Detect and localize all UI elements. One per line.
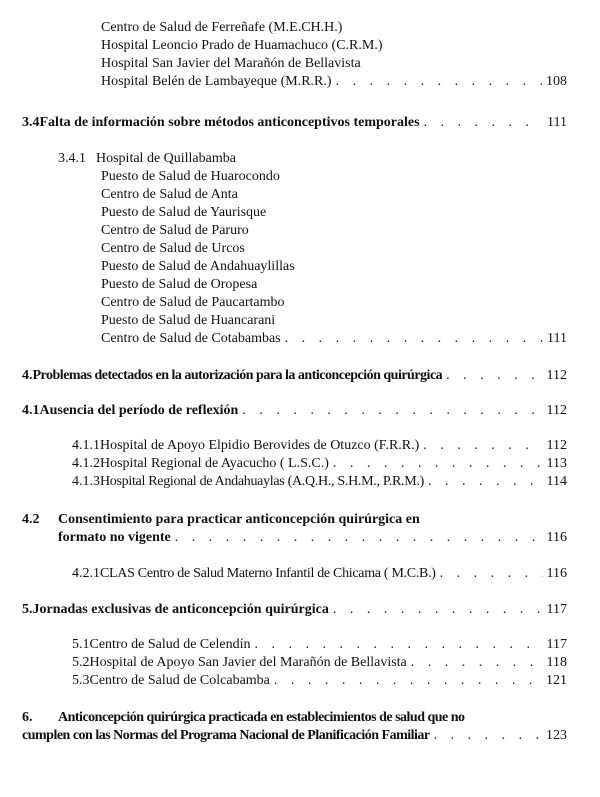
section-number: 4.2: [22, 512, 40, 527]
page-number: 112: [546, 368, 567, 383]
toc-section-6: [22, 709, 465, 727]
dot-leader: [446, 367, 542, 385]
toc-section-5: [22, 601, 567, 619]
section-title: cumplen con las Normas del Programa Nacional de Planificación Familiar: [22, 728, 430, 743]
dot-leader: [254, 636, 542, 654]
page-number: 113: [546, 456, 567, 471]
section-title: Centro de Salud de Celendín: [89, 637, 251, 652]
section-title: Hospital de Apoyo San Javier del Marañón de Bellavista: [89, 655, 407, 670]
section-number: 3.4: [22, 115, 40, 130]
toc-subsection-3-4-1: [58, 150, 236, 168]
toc-section-6-cont: [22, 727, 567, 745]
section-number: 4.1.2: [72, 456, 100, 471]
page-number: 112: [546, 438, 567, 453]
toc-subentry: Puesto de Salud de Huarocondo: [101, 169, 280, 184]
section-title: Ausencia del período de reflexión: [39, 403, 239, 418]
toc-section-4-1: [22, 402, 567, 420]
page-number: 108: [546, 74, 567, 89]
dot-leader: [175, 529, 543, 547]
toc-subentry: Hospital San Javier del Marañón de Bellavista: [101, 56, 361, 71]
page-number: 111: [547, 115, 567, 130]
section-number: 3.4.1: [58, 151, 86, 166]
toc-subentry: Centro de Salud de Anta: [101, 187, 238, 202]
page-number: 121: [546, 673, 567, 688]
toc-section-4: [22, 367, 567, 385]
page-number: 116: [546, 530, 567, 545]
toc-subsection-4-2-1: [72, 565, 567, 583]
toc-subsection-4-1-1: [72, 437, 567, 455]
page-number: 123: [546, 728, 567, 743]
section-number: 4.1: [22, 403, 40, 418]
section-title: Hospital Regional de Andahuaylas (A.Q.H., S.H.M., P.R.M.): [100, 474, 424, 489]
toc-section-4-2-cont: [58, 529, 567, 547]
toc-subentry: Centro de Salud de Ferreñafe (M.E.CH.H.): [101, 20, 343, 35]
toc-subsection-5-3: [72, 672, 567, 690]
toc-subsection-5-2: [72, 654, 567, 672]
toc-subentry: Hospital Belén de Lambayeque (M.R.R.) . . . 108: [101, 73, 567, 91]
page-number: 111: [547, 331, 567, 346]
page-number: 118: [546, 655, 567, 670]
toc-subentry: Centro de Salud de Urcos: [101, 241, 245, 256]
dot-leader: [336, 73, 542, 91]
dot-leader: [423, 437, 542, 455]
toc-subsection-5-1: [72, 636, 567, 654]
dot-leader: [424, 114, 544, 132]
section-number: 4.2.1: [72, 566, 100, 581]
section-number: 5.1: [72, 637, 90, 652]
section-title: CLAS Centro de Salud Materno Infantil de Chicama ( M.C.B.): [100, 566, 436, 581]
page-number: 117: [546, 602, 567, 617]
dot-leader: [434, 727, 542, 745]
page-number: 116: [546, 566, 567, 581]
toc-section-4-2: [22, 511, 420, 529]
section-title: Jornadas exclusivas de anticoncepción quirúrgica: [32, 602, 329, 617]
toc-subentry: Hospital Leoncio Prado de Huamachuco (C.R.M.): [101, 38, 383, 53]
section-title: Centro de Salud de Colcabamba: [89, 673, 270, 688]
dot-leader: [242, 402, 542, 420]
page-number: 114: [546, 474, 567, 489]
toc-subentry: Centro de Salud de Cotabambas . . . 111: [101, 330, 567, 348]
dot-leader: [285, 330, 543, 348]
section-title: Hospital de Apoyo Elpidio Berovides de Otuzco (F.R.R.): [100, 438, 420, 453]
toc-subsection-4-1-3: [72, 473, 567, 491]
section-title: formato no vigente: [58, 530, 171, 545]
page-number: 117: [546, 637, 567, 652]
section-title: Falta de información sobre métodos anticonceptivos temporales: [39, 115, 420, 130]
section-title: Consentimiento para practicar anticoncepción quirúrgica en: [58, 512, 420, 527]
toc-subentry: Puesto de Salud de Yaurisque: [101, 205, 267, 220]
section-title: Hospital de Quillabamba: [96, 151, 236, 166]
dot-leader: [333, 601, 543, 619]
toc-subsection-4-1-2: [72, 455, 567, 473]
section-number: 5.3: [72, 673, 90, 688]
section-title: Anticoncepción quirúrgica practicada en establecimientos de salud que no: [58, 710, 465, 725]
dot-leader: [428, 473, 543, 491]
section-number: 4.1.1: [72, 438, 100, 453]
toc-subentry: Centro de Salud de Paruro: [101, 223, 249, 238]
dot-leader: [411, 654, 543, 672]
section-number: 4.1.3: [72, 474, 100, 489]
section-number: 5.: [22, 602, 33, 617]
section-number: 5.2: [72, 655, 90, 670]
section-number: 6.: [22, 710, 33, 725]
toc-subentry: Puesto de Salud de Oropesa: [101, 277, 258, 292]
dot-leader: [440, 565, 543, 583]
toc-subentry: Puesto de Salud de Andahuaylillas: [101, 259, 295, 274]
toc-subentry: Puesto de Salud de Huancarani: [101, 313, 276, 328]
toc-subentry: Centro de Salud de Paucartambo: [101, 295, 285, 310]
page-number: 112: [546, 403, 567, 418]
section-number: 4.: [22, 368, 33, 383]
dot-leader: [274, 672, 542, 690]
section-title: Hospital Regional de Ayacucho ( L.S.C.): [100, 456, 329, 471]
section-title: Problemas detectados en la autorización para la anticoncepción quirúrgica: [32, 368, 443, 383]
dot-leader: [333, 455, 543, 473]
toc-section-3-4: [22, 114, 567, 132]
